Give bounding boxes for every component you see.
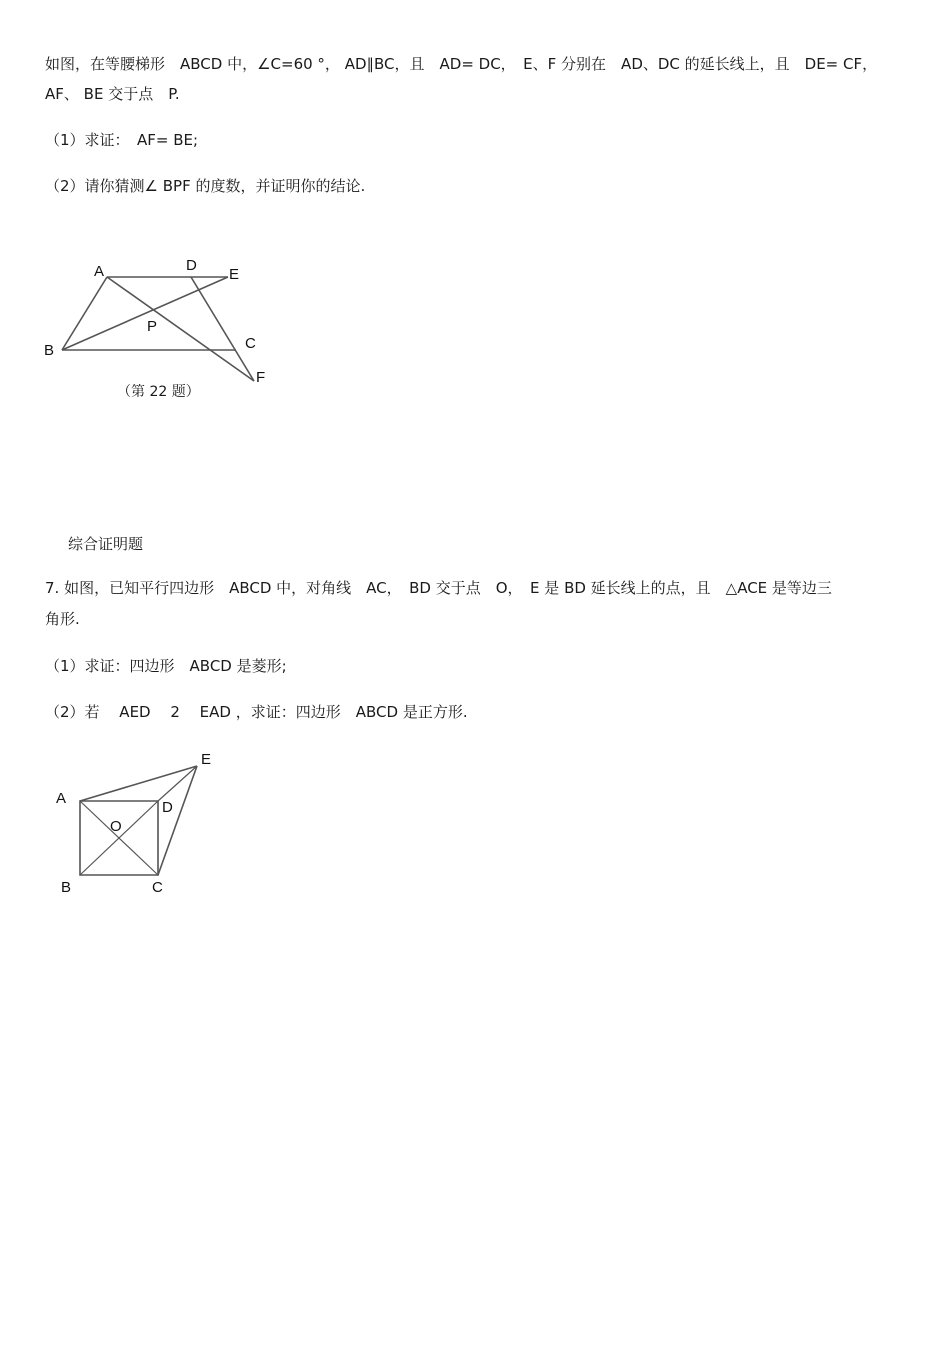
problem7-statement-line1: 7. 如图，已知平行四边形 ABCD 中，对角线 AC， BD 交于点 O， E 是 BD 延长线上的点，且 △ACE 是等边三 [45,579,832,597]
problem22-part1: （1）求证： AF= BE; [45,131,199,149]
parallelogram-figure [45,745,235,905]
problem22-statement-line2: AF、 BE 交于点 P. [45,85,180,103]
label-B: B [61,879,72,896]
trapezoid-figure [40,250,280,390]
problem22-statement-line1: 如图，在等腰梯形 ABCD 中，∠C=60 °， AD∥BC，且 AD= DC， E、F 分别在 AD、DC 的延长线上，且 DE= CF， [45,55,878,73]
segment-DF [191,277,254,381]
problem7-part1: （1）求证：四边形 ABCD 是菱形; [45,657,287,675]
segment-AE [80,766,197,801]
problem7-part2: （2）若 AED 2 EAD ，求证：四边形 ABCD 是正方形. [45,703,468,721]
label-O: O [110,818,122,835]
label-D: D [162,799,173,816]
label-C: C [152,879,163,896]
label-A: A [94,263,105,280]
label-C: C [245,335,256,352]
section-title: 综合证明题 [68,535,144,553]
figure-caption: （第 22 题） [117,384,200,400]
label-B: B [44,342,55,359]
problem22-part2: （2）请你猜测∠ BPF 的度数，并证明你的结论. [45,177,366,195]
segment-CE [158,766,197,875]
segment-BE [62,277,228,350]
label-P: P [147,318,158,335]
problem7-statement-line2: 角形. [45,610,80,628]
label-E: E [229,266,240,283]
label-F: F [256,369,266,386]
label-A: A [56,790,67,807]
segment-AF [107,277,254,381]
label-E: E [201,751,212,768]
segment-AB [62,277,107,350]
label-D: D [186,257,197,274]
